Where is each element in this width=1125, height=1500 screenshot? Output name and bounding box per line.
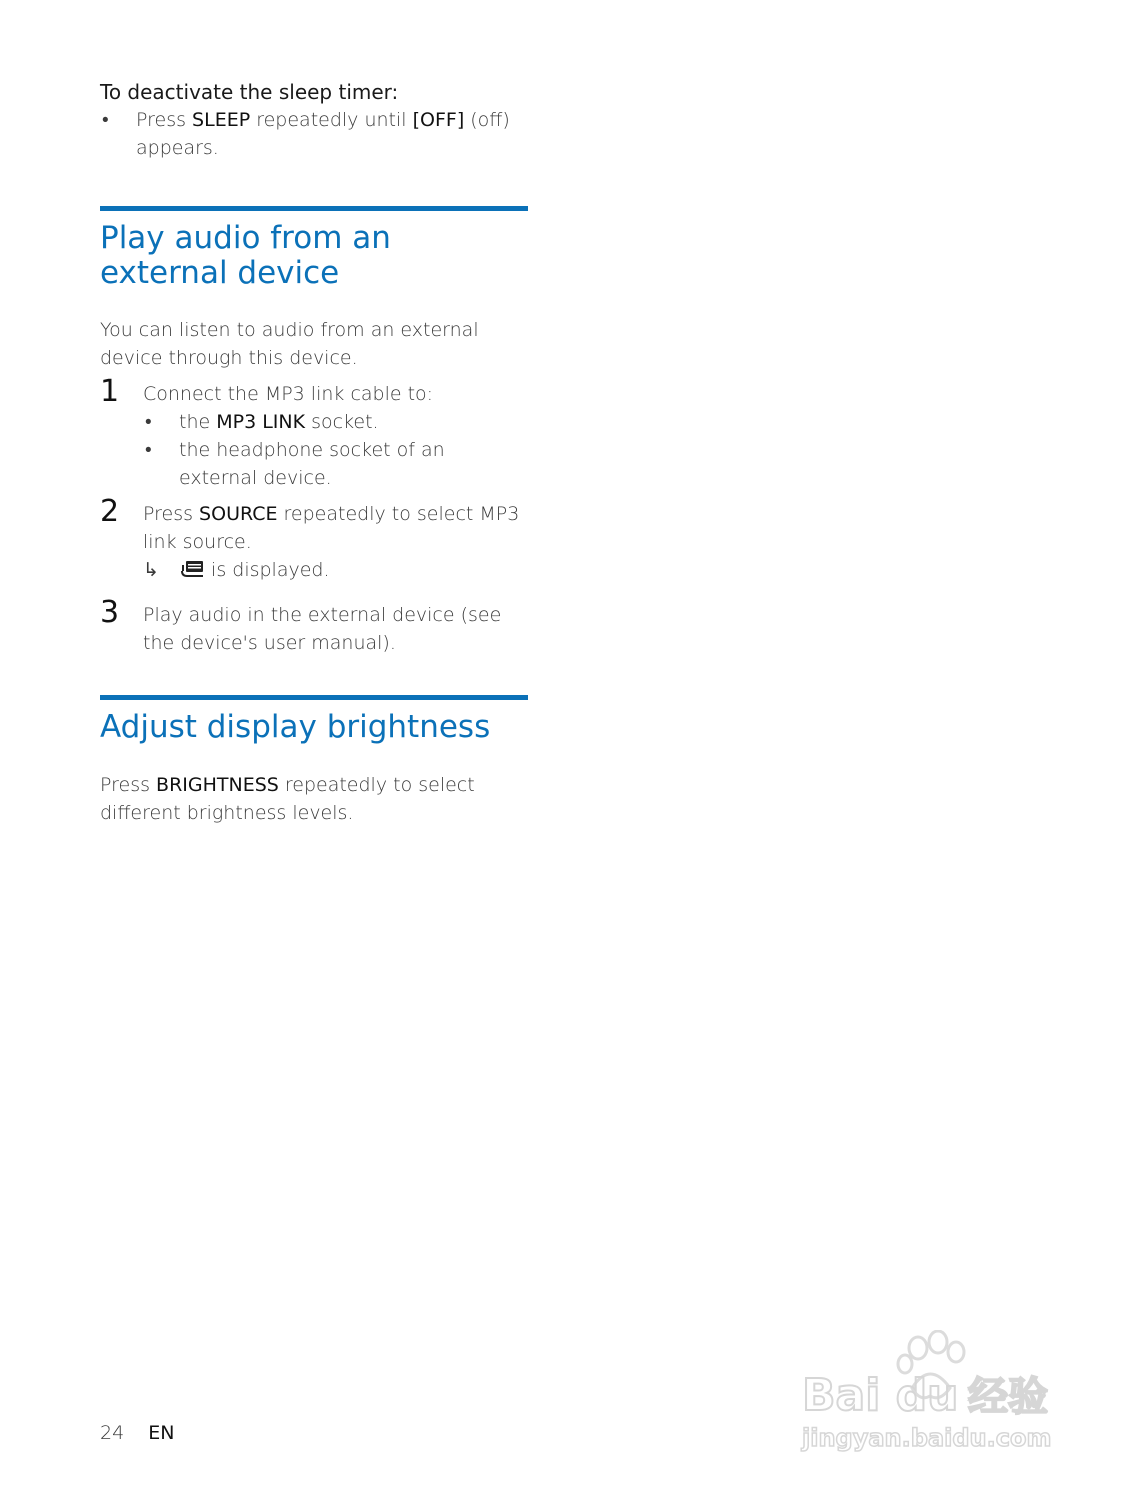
- section-external-device: [100, 206, 528, 291]
- text-run: Press: [136, 109, 193, 131]
- text-run: the: [179, 411, 217, 433]
- result-arrow-icon: ↳: [143, 559, 159, 581]
- result-text: is displayed.: [205, 559, 330, 581]
- text-run: socket.: [305, 411, 379, 433]
- step-result: [143, 556, 528, 587]
- intro-paragraph: You can listen to audio from an external device through this device.: [100, 319, 479, 369]
- step-text: [143, 500, 528, 556]
- section-title: Play audio from an external device: [100, 220, 391, 291]
- section-external-body: [100, 316, 528, 657]
- step-2: [100, 494, 528, 587]
- key-source: SOURCE: [199, 503, 278, 525]
- step-sub-bullet: [143, 408, 528, 436]
- step-number: 3: [100, 595, 120, 630]
- step-1: [100, 374, 528, 492]
- key-off: [OFF]: [412, 109, 465, 131]
- baidu-watermark: [800, 1330, 1060, 1460]
- section-title: Adjust display brightness: [100, 709, 491, 745]
- svg-text:经验: 经验: [968, 1374, 1048, 1420]
- page-footer: [100, 1422, 174, 1444]
- section-rule: [100, 695, 528, 700]
- text-run: repeatedly to select MP3 link source.: [143, 503, 520, 553]
- language-code: EN: [148, 1422, 175, 1444]
- sleep-timer-bullet: [100, 106, 528, 162]
- key-brightness: BRIGHTNESS: [156, 774, 279, 796]
- text-run: repeatedly until: [250, 109, 413, 131]
- text-run: Press: [100, 774, 157, 796]
- text-run: repeatedly to select different brightness levels.: [100, 774, 475, 824]
- step-number: 2: [100, 494, 120, 529]
- text-run: Press: [143, 503, 200, 525]
- brightness-paragraph: [100, 771, 528, 827]
- step-number: 1: [100, 374, 120, 409]
- text-run: (off) appears.: [136, 109, 510, 159]
- key-mp3-link: MP3 LINK: [216, 411, 306, 433]
- svg-text:jingyan.baidu.com: jingyan.baidu.com: [802, 1424, 1052, 1452]
- svg-text:Bai du: Bai du: [802, 1370, 959, 1421]
- mp3-link-icon: [179, 559, 205, 587]
- section-rule: [100, 206, 528, 211]
- step-3: [100, 595, 528, 657]
- step-text: Play audio in the external device (see the device's user manual).: [143, 604, 502, 654]
- section-brightness-body: [100, 771, 528, 827]
- step-sub-bullet: • the headphone socket of an external device.: [143, 436, 528, 492]
- step-text: Connect the MP3 link cable to:: [143, 383, 434, 405]
- key-sleep: SLEEP: [192, 109, 251, 131]
- section-brightness: [100, 695, 528, 745]
- sleep-timer-label: To deactivate the sleep timer:: [100, 80, 399, 104]
- sleep-timer-block: [100, 78, 528, 162]
- page-number: 24: [100, 1422, 125, 1444]
